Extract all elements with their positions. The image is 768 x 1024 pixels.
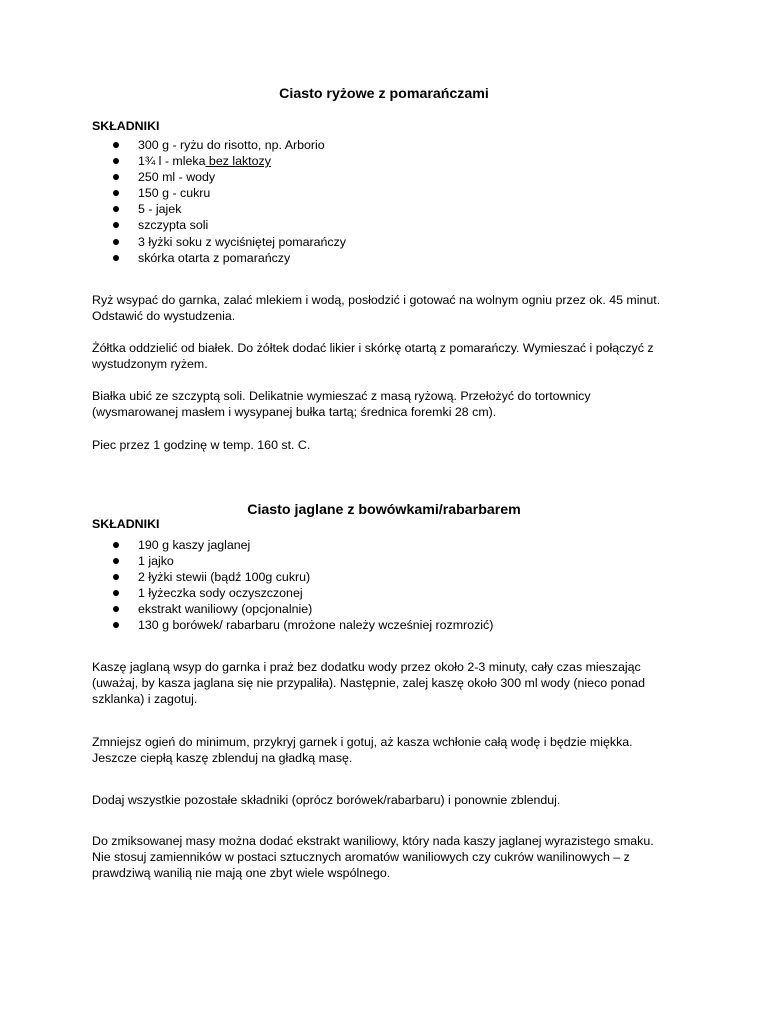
- list-item: skórka otarta z pomarańczy: [92, 250, 346, 266]
- underlined-text: bez laktozy: [205, 154, 271, 169]
- bullet-icon: [113, 590, 119, 596]
- bullet-icon: [113, 158, 119, 164]
- list-item: 5 - jajek: [92, 201, 346, 217]
- list-item: 1 łyżeczka sody oczyszczonej: [92, 585, 493, 601]
- recipe-1-step-3: Białka ubić ze szczyptą soli. Delikatnie wymieszać z masą ryżową. Przełożyć do tortownicy (wysmarowanej masłem i wysypanej bułka tartą; średnica foremki 28 cm).: [92, 389, 591, 419]
- recipe-1-step-4: Piec przez 1 godzinę w temp. 160 st. C.: [92, 438, 311, 452]
- recipe-1-step-2: Żółtka oddzielić od białek. Do żółtek dodać likier i skórkę otartą z pomarańczy. Wymieszać i połączyć z wystudzonym ryżem.: [92, 341, 654, 371]
- bullet-icon: [113, 206, 119, 212]
- bullet-icon: [113, 622, 119, 628]
- recipe-2-ingredients-list: [92, 537, 493, 634]
- list-item: 1¾ l - mleka bez laktozy: [92, 153, 346, 169]
- list-item: ekstrakt waniliowy (opcjonalnie): [92, 601, 493, 617]
- bullet-icon: [113, 574, 119, 580]
- recipe-1-title: Ciasto ryżowe z pomarańczami: [279, 86, 489, 102]
- bullet-icon: [113, 558, 119, 564]
- list-item: 150 g - cukru: [92, 185, 346, 201]
- recipe-2-title: Ciasto jaglane z bowówkami/rabarbarem: [247, 502, 521, 518]
- recipe-1-ingredients-list: [92, 137, 346, 266]
- list-item: 130 g borówek/ rabarbaru (mrożone należy wcześniej rozmrozić): [92, 617, 493, 633]
- recipe-2-step-1: Kaszę jaglaną wsyp do garnka i praż bez dodatku wody przez około 2-3 minuty, cały czas mieszając (uważaj, by kasza jaglana się nie przypaliła). Następnie, zalej kaszę około 300 ml wody (nieco ponad szklanka) i zagotuj.: [92, 660, 646, 706]
- recipe-1-ingredients-heading: SKŁADNIKI: [92, 119, 160, 133]
- list-item: szczypta soli: [92, 217, 346, 233]
- recipe-2-step-2: Zmniejsz ogień do minimum, przykryj garnek i gotuj, aż kasza wchłonie całą wodę i będzie miękka. Jeszcze ciepłą kaszę zblenduj na gładką masę.: [92, 735, 633, 765]
- list-item: 2 łyżki stewii (bądź 100g cukru): [92, 569, 493, 585]
- list-item: 190 g kaszy jaglanej: [92, 537, 493, 553]
- bullet-icon: [113, 190, 119, 196]
- bullet-icon: [113, 222, 119, 228]
- bullet-icon: [113, 606, 119, 612]
- recipe-2-step-3: Dodaj wszystkie pozostałe składniki (oprócz borówek/rabarbaru) i ponownie zblenduj.: [92, 793, 561, 807]
- bullet-icon: [113, 542, 119, 548]
- bullet-icon: [113, 142, 119, 148]
- list-item: 3 łyżki soku z wyciśniętej pomarańczy: [92, 234, 346, 250]
- bullet-icon: [113, 239, 119, 245]
- list-item: 1 jajko: [92, 553, 493, 569]
- recipe-2-step-4: Do zmiksowanej masy można dodać ekstrakt waniliowy, który nada kaszy jaglanej wyrazistego smaku. Nie stosuj zamienników w postaci sztucznych aromatów waniliowych czy cukrów wanilinowych – z prawdziwą wanilią nie mają one zbyt wiele wspólnego.: [92, 834, 654, 880]
- bullet-icon: [113, 174, 119, 180]
- recipe-1-step-1: Ryż wsypać do garnka, zalać mlekiem i wodą, posłodzić i gotować na wolnym ogniu przez ok. 45 minut. Odstawić do wystudzenia.: [92, 293, 661, 323]
- bullet-icon: [113, 255, 119, 261]
- recipe-2-ingredients-heading: SKŁADNIKI: [92, 517, 160, 531]
- list-item: 250 ml - wody: [92, 169, 346, 185]
- list-item: 300 g - ryżu do risotto, np. Arborio: [92, 137, 346, 153]
